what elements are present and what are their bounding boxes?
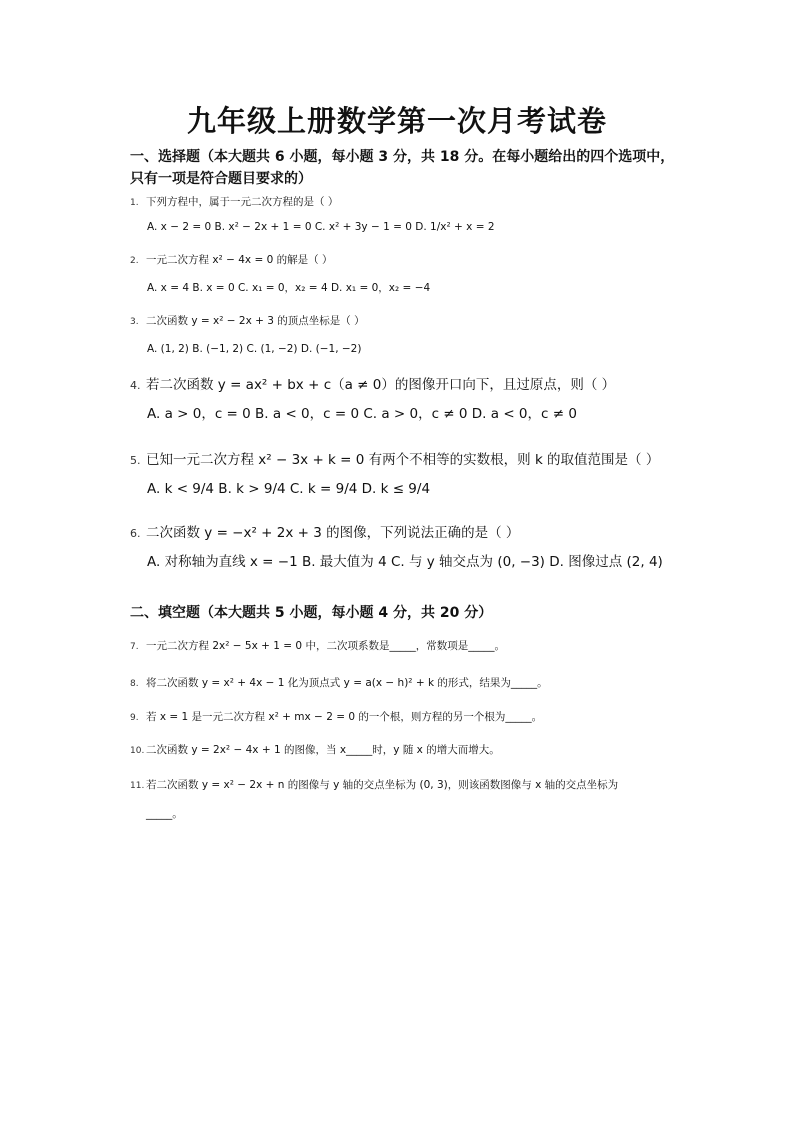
question-number: 9. — [130, 713, 139, 723]
question-6 — [130, 526, 690, 569]
question-options: A. k < 9/4 B. k > 9/4 C. k = 9/4 D. k ≤ 9/4 — [147, 481, 431, 497]
section-heading-fill: 二、填空题（本大题共 5 小题，每小题 4 分，共 20 分） — [130, 605, 493, 621]
question-number: 3. — [130, 317, 139, 327]
question-4 — [130, 378, 690, 421]
question-number: 4. — [130, 379, 141, 392]
fill-text: 二次函数 y = 2x² − 4x + 1 的图像，当 x_____时，y 随 x 的增大而增大。 — [146, 744, 500, 756]
question-stem: 下列方程中，属于一元二次方程的是（ ） — [146, 196, 339, 208]
question-number: 6. — [130, 527, 141, 540]
page-title: 九年级上册数学第一次月考试卷 — [186, 104, 607, 138]
question-options: A. x − 2 = 0 B. x² − 2x + 1 = 0 C. x² + 3y − 1 = 0 D. 1/x² + x = 2 — [147, 221, 495, 233]
question-number: 1. — [130, 198, 139, 208]
fill-question-9 — [130, 710, 690, 725]
fill-text: 若 x = 1 是一元二次方程 x² + mx − 2 = 0 的一个根，则方程的另一个根为_____。 — [146, 711, 543, 723]
question-number: 5. — [130, 454, 141, 467]
question-number: 11. — [130, 781, 145, 791]
fill-text: 一元二次方程 2x² − 5x + 1 = 0 中，二次项系数是_____，常数项是_____。 — [146, 640, 505, 652]
fill-text: 将二次函数 y = x² + 4x − 1 化为顶点式 y = a(x − h)² + k 的形式，结果为_____。 — [146, 677, 548, 689]
question-number: 10. — [130, 746, 145, 756]
fill-question-10 — [130, 743, 690, 758]
question-number: 8. — [130, 679, 139, 689]
section-heading-choice: 一、选择题（本大题共 6 小题，每小题 3 分，共 18 分。在每小题给出的四个选项中，只有一项是符合题目要求的） — [130, 149, 675, 187]
question-options: A. 对称轴为直线 x = −1 B. 最大值为 4 C. 与 y 轴交点为 (0, −3) D. 图像过点 (2, 4) — [147, 554, 663, 570]
question-options: A. a > 0，c = 0 B. a < 0，c = 0 C. a > 0，c ≠ 0 D. a < 0，c ≠ 0 — [147, 406, 577, 422]
question-number: 7. — [130, 642, 139, 652]
fill-question-8 — [130, 676, 690, 691]
question-2 — [130, 253, 690, 295]
fill-question-11 — [130, 778, 690, 793]
question-1 — [130, 195, 690, 234]
question-stem: 若二次函数 y = ax² + bx + c（a ≠ 0）的图像开口向下，且过原点，则（ ） — [146, 377, 616, 393]
question-3 — [130, 314, 690, 356]
question-number: 2. — [130, 256, 139, 266]
question-5 — [130, 453, 690, 496]
question-options: A. x = 4 B. x = 0 C. x₁ = 0，x₂ = 4 D. x₁ = 0，x₂ = −4 — [147, 282, 431, 294]
question-stem: 二次函数 y = −x² + 2x + 3 的图像，下列说法正确的是（ ） — [146, 525, 520, 541]
fill-question-7 — [130, 639, 690, 654]
question-stem: 二次函数 y = x² − 2x + 3 的顶点坐标是（ ） — [146, 315, 365, 327]
fill-question-11-continuation: _____。 — [146, 808, 183, 820]
question-stem: 已知一元二次方程 x² − 3x + k = 0 有两个不相等的实数根，则 k 的取值范围是（ ） — [146, 452, 660, 468]
fill-text: 若二次函数 y = x² − 2x + n 的图像与 y 轴的交点坐标为 (0, 3)，则该函数图像与 x 轴的交点坐标为 — [146, 779, 619, 791]
question-options: A. (1, 2) B. (−1, 2) C. (1, −2) D. (−1, −2) — [147, 343, 362, 355]
question-stem: 一元二次方程 x² − 4x = 0 的解是（ ） — [146, 254, 333, 266]
